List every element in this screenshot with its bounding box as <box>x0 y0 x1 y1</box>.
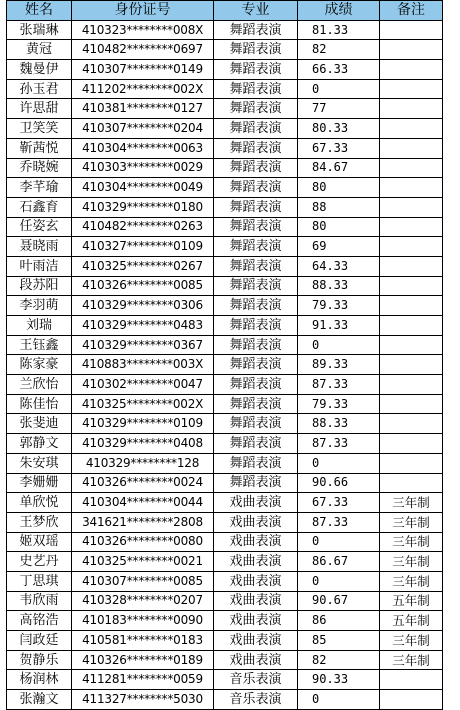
table-row <box>7 296 443 316</box>
table-row <box>7 40 443 60</box>
cell-name[interactable]: 叶雨洁 <box>7 256 72 276</box>
cell-name[interactable]: 卫笑笑 <box>7 119 72 139</box>
cell-name[interactable]: 郭静文 <box>7 434 72 454</box>
cell-major[interactable]: 戏曲表演 <box>214 571 298 591</box>
cell-name[interactable]: 刘瑞 <box>7 316 72 336</box>
cell-name[interactable]: 李羽萌 <box>7 296 72 316</box>
cell-id-number[interactable]: 410325********0267 <box>72 256 214 276</box>
cell-name[interactable]: 王梦欣 <box>7 512 72 532</box>
cell-note[interactable] <box>380 79 443 99</box>
cell-name[interactable]: 单欣悦 <box>7 493 72 513</box>
table-row <box>7 434 443 454</box>
cell-id-number[interactable]: 410326********0085 <box>72 276 214 296</box>
cell-id-number[interactable]: 410326********0024 <box>72 473 214 493</box>
table-row <box>7 670 443 690</box>
cell-name[interactable]: 兰欣怡 <box>7 375 72 395</box>
cell-id-number[interactable]: 410482********0697 <box>72 40 214 60</box>
table-row <box>7 138 443 158</box>
cell-major[interactable]: 舞蹈表演 <box>214 79 298 99</box>
cell-score[interactable]: 87.33 <box>298 375 380 395</box>
cell-major[interactable]: 舞蹈表演 <box>214 355 298 375</box>
table-row <box>7 197 443 217</box>
cell-name[interactable]: 韦欣雨 <box>7 591 72 611</box>
cell-major[interactable]: 戏曲表演 <box>214 532 298 552</box>
cell-major[interactable]: 戏曲表演 <box>214 512 298 532</box>
cell-score[interactable]: 79.33 <box>298 394 380 414</box>
table-row <box>7 158 443 178</box>
cell-id-number[interactable]: 410302********0047 <box>72 375 214 395</box>
cell-name[interactable]: 聂晓雨 <box>7 237 72 257</box>
cell-id-number[interactable]: 410325********0021 <box>72 552 214 572</box>
table-row <box>7 79 443 99</box>
cell-major[interactable]: 舞蹈表演 <box>214 217 298 237</box>
cell-major[interactable]: 舞蹈表演 <box>214 197 298 217</box>
cell-note[interactable]: 三年制 <box>380 493 443 513</box>
table-row <box>7 414 443 434</box>
cell-major[interactable]: 舞蹈表演 <box>214 20 298 40</box>
cell-major[interactable]: 舞蹈表演 <box>214 138 298 158</box>
cell-name[interactable]: 石鑫育 <box>7 197 72 217</box>
cell-name[interactable]: 段苏阳 <box>7 276 72 296</box>
cell-id-number[interactable]: 410329********0180 <box>72 197 214 217</box>
table-row <box>7 493 443 513</box>
cell-id-number[interactable]: 410883********003X <box>72 355 214 375</box>
cell-note[interactable] <box>380 690 443 710</box>
cell-score[interactable]: 67.33 <box>298 138 380 158</box>
cell-id-number[interactable]: 410329********0109 <box>72 414 214 434</box>
table-row <box>7 99 443 119</box>
cell-major[interactable]: 舞蹈表演 <box>214 178 298 198</box>
table-row <box>7 256 443 276</box>
cell-note[interactable] <box>380 40 443 60</box>
cell-note[interactable] <box>380 217 443 237</box>
cell-note[interactable]: 三年制 <box>380 512 443 532</box>
table-row <box>7 375 443 395</box>
table-row <box>7 355 443 375</box>
cell-score[interactable]: 0 <box>298 453 380 473</box>
cell-note[interactable] <box>380 335 443 355</box>
cell-major[interactable]: 舞蹈表演 <box>214 453 298 473</box>
cell-major[interactable]: 音乐表演 <box>214 670 298 690</box>
cell-score[interactable]: 82 <box>298 40 380 60</box>
cell-score[interactable]: 64.33 <box>298 256 380 276</box>
cell-name[interactable]: 张瑞琳 <box>7 20 72 40</box>
cell-score[interactable]: 88.33 <box>298 414 380 434</box>
cell-score[interactable]: 67.33 <box>298 493 380 513</box>
cell-major[interactable]: 戏曲表演 <box>214 552 298 572</box>
student-score-table <box>6 0 443 710</box>
cell-score[interactable]: 80.33 <box>298 119 380 139</box>
table-row <box>7 591 443 611</box>
cell-id-number[interactable]: 410307********0204 <box>72 119 214 139</box>
cell-id-number[interactable]: 410307********0149 <box>72 60 214 80</box>
cell-note[interactable] <box>380 178 443 198</box>
header-id-number[interactable]: 身份证号 <box>72 1 214 21</box>
cell-major[interactable]: 戏曲表演 <box>214 493 298 513</box>
cell-score[interactable]: 0 <box>298 532 380 552</box>
table-row <box>7 60 443 80</box>
table-row <box>7 335 443 355</box>
header-major[interactable]: 专业 <box>214 1 298 21</box>
cell-id-number[interactable]: 410323********008X <box>72 20 214 40</box>
cell-note[interactable] <box>380 197 443 217</box>
cell-score[interactable]: 88.33 <box>298 276 380 296</box>
cell-note[interactable] <box>380 375 443 395</box>
cell-note[interactable] <box>380 276 443 296</box>
cell-id-number[interactable]: 410482********0263 <box>72 217 214 237</box>
cell-id-number[interactable]: 341621********2808 <box>72 512 214 532</box>
cell-major[interactable]: 音乐表演 <box>214 690 298 710</box>
cell-score[interactable]: 82 <box>298 650 380 670</box>
cell-name[interactable]: 乔晓婉 <box>7 158 72 178</box>
table-row <box>7 552 443 572</box>
cell-note[interactable] <box>380 394 443 414</box>
cell-major[interactable]: 舞蹈表演 <box>214 237 298 257</box>
cell-note[interactable] <box>380 99 443 119</box>
table-row <box>7 276 443 296</box>
cell-name[interactable]: 靳茜悦 <box>7 138 72 158</box>
cell-score[interactable]: 90.33 <box>298 670 380 690</box>
table-row <box>7 178 443 198</box>
cell-note[interactable] <box>380 414 443 434</box>
table-row <box>7 316 443 336</box>
cell-id-number[interactable]: 410325********002X <box>72 394 214 414</box>
cell-name[interactable]: 闫政廷 <box>7 631 72 651</box>
cell-id-number[interactable]: 410327********0109 <box>72 237 214 257</box>
cell-score[interactable]: 0 <box>298 571 380 591</box>
cell-note[interactable]: 五年制 <box>380 611 443 631</box>
cell-note[interactable] <box>380 256 443 276</box>
cell-id-number[interactable]: 411281********0059 <box>72 670 214 690</box>
header-note[interactable]: 备注 <box>380 1 443 21</box>
cell-note[interactable] <box>380 119 443 139</box>
cell-name[interactable]: 李芊瑜 <box>7 178 72 198</box>
cell-note[interactable] <box>380 158 443 178</box>
cell-major[interactable]: 舞蹈表演 <box>214 256 298 276</box>
cell-id-number[interactable]: 410304********0063 <box>72 138 214 158</box>
table-row <box>7 571 443 591</box>
cell-note[interactable]: 三年制 <box>380 552 443 572</box>
cell-major[interactable]: 舞蹈表演 <box>214 434 298 454</box>
cell-score[interactable]: 90.67 <box>298 591 380 611</box>
cell-major[interactable]: 舞蹈表演 <box>214 99 298 119</box>
cell-major[interactable]: 舞蹈表演 <box>214 40 298 60</box>
cell-major[interactable]: 舞蹈表演 <box>214 335 298 355</box>
cell-name[interactable]: 张瀚文 <box>7 690 72 710</box>
cell-major[interactable]: 舞蹈表演 <box>214 414 298 434</box>
cell-note[interactable] <box>380 316 443 336</box>
cell-note[interactable]: 三年制 <box>380 650 443 670</box>
cell-note[interactable] <box>380 296 443 316</box>
cell-id-number[interactable]: 410304********0044 <box>72 493 214 513</box>
cell-note[interactable] <box>380 237 443 257</box>
cell-name[interactable]: 姬双瑶 <box>7 532 72 552</box>
cell-name[interactable]: 陈家豪 <box>7 355 72 375</box>
cell-score[interactable]: 66.33 <box>298 60 380 80</box>
cell-note[interactable]: 五年制 <box>380 591 443 611</box>
table-row <box>7 690 443 710</box>
table-row <box>7 453 443 473</box>
cell-score[interactable]: 77 <box>298 99 380 119</box>
cell-score[interactable]: 88 <box>298 197 380 217</box>
cell-id-number[interactable]: 410326********0189 <box>72 650 214 670</box>
cell-note[interactable]: 三年制 <box>380 532 443 552</box>
cell-id-number[interactable]: 410581********0183 <box>72 631 214 651</box>
cell-score[interactable]: 84.67 <box>298 158 380 178</box>
cell-name[interactable]: 孙玉君 <box>7 79 72 99</box>
cell-name[interactable]: 朱安琪 <box>7 453 72 473</box>
cell-id-number[interactable]: 410304********0049 <box>72 178 214 198</box>
cell-major[interactable]: 舞蹈表演 <box>214 375 298 395</box>
cell-major[interactable]: 戏曲表演 <box>214 650 298 670</box>
cell-id-number[interactable]: 410328********0207 <box>72 591 214 611</box>
table-row <box>7 532 443 552</box>
table-row <box>7 650 443 670</box>
table-row <box>7 20 443 40</box>
cell-score[interactable]: 91.33 <box>298 316 380 336</box>
cell-name[interactable]: 黄冠 <box>7 40 72 60</box>
cell-score[interactable]: 86.67 <box>298 552 380 572</box>
cell-score[interactable]: 90.66 <box>298 473 380 493</box>
cell-score[interactable]: 85 <box>298 631 380 651</box>
cell-major[interactable]: 戏曲表演 <box>214 631 298 651</box>
cell-name[interactable]: 张斐迪 <box>7 414 72 434</box>
cell-major[interactable]: 戏曲表演 <box>214 591 298 611</box>
cell-note[interactable] <box>380 670 443 690</box>
table-row <box>7 119 443 139</box>
cell-id-number[interactable]: 410303********0029 <box>72 158 214 178</box>
cell-id-number[interactable]: 410326********0080 <box>72 532 214 552</box>
cell-major[interactable]: 戏曲表演 <box>214 611 298 631</box>
cell-major[interactable]: 舞蹈表演 <box>214 276 298 296</box>
cell-name[interactable]: 李姗姗 <box>7 473 72 493</box>
cell-name[interactable]: 高铭浩 <box>7 611 72 631</box>
cell-score[interactable]: 89.33 <box>298 355 380 375</box>
cell-note[interactable] <box>380 355 443 375</box>
table-row <box>7 473 443 493</box>
cell-name[interactable]: 陈佳怡 <box>7 394 72 414</box>
header-name[interactable]: 姓名 <box>7 1 72 21</box>
cell-id-number[interactable]: 410329********0483 <box>72 316 214 336</box>
table-row <box>7 611 443 631</box>
cell-score[interactable]: 69 <box>298 237 380 257</box>
cell-note[interactable]: 三年制 <box>380 571 443 591</box>
cell-major[interactable]: 舞蹈表演 <box>214 60 298 80</box>
cell-major[interactable]: 舞蹈表演 <box>214 296 298 316</box>
cell-score[interactable]: 80 <box>298 217 380 237</box>
cell-note[interactable]: 三年制 <box>380 631 443 651</box>
cell-score[interactable]: 0 <box>298 690 380 710</box>
table-row <box>7 631 443 651</box>
cell-id-number[interactable]: 410329********128 <box>72 453 214 473</box>
cell-id-number[interactable]: 410381********0127 <box>72 99 214 119</box>
cell-note[interactable] <box>380 138 443 158</box>
cell-name[interactable]: 丁思琪 <box>7 571 72 591</box>
cell-id-number[interactable]: 410329********0306 <box>72 296 214 316</box>
table-row <box>7 512 443 532</box>
cell-major[interactable]: 舞蹈表演 <box>214 316 298 336</box>
cell-name[interactable]: 史艺丹 <box>7 552 72 572</box>
cell-note[interactable] <box>380 60 443 80</box>
cell-name[interactable]: 杨润林 <box>7 670 72 690</box>
cell-id-number[interactable]: 410183********0090 <box>72 611 214 631</box>
cell-name[interactable]: 魏曼伊 <box>7 60 72 80</box>
cell-score[interactable]: 0 <box>298 335 380 355</box>
cell-score[interactable]: 87.33 <box>298 512 380 532</box>
cell-id-number[interactable]: 411202********002X <box>72 79 214 99</box>
cell-major[interactable]: 舞蹈表演 <box>214 394 298 414</box>
cell-note[interactable] <box>380 20 443 40</box>
cell-name[interactable]: 王钰鑫 <box>7 335 72 355</box>
cell-major[interactable]: 舞蹈表演 <box>214 119 298 139</box>
cell-note[interactable] <box>380 453 443 473</box>
table-row <box>7 237 443 257</box>
cell-id-number[interactable]: 410329********0408 <box>72 434 214 454</box>
header-row <box>7 1 443 21</box>
cell-score[interactable]: 86 <box>298 611 380 631</box>
cell-score[interactable]: 0 <box>298 79 380 99</box>
cell-id-number[interactable]: 410329********0367 <box>72 335 214 355</box>
cell-note[interactable] <box>380 473 443 493</box>
cell-major[interactable]: 舞蹈表演 <box>214 158 298 178</box>
cell-id-number[interactable]: 410307********0085 <box>72 571 214 591</box>
cell-score[interactable]: 80 <box>298 178 380 198</box>
table-row <box>7 394 443 414</box>
table-row <box>7 217 443 237</box>
cell-id-number[interactable]: 411327********5030 <box>72 690 214 710</box>
cell-score[interactable]: 81.33 <box>298 20 380 40</box>
cell-name[interactable]: 贺静乐 <box>7 650 72 670</box>
cell-major[interactable]: 舞蹈表演 <box>214 473 298 493</box>
cell-score[interactable]: 79.33 <box>298 296 380 316</box>
header-score[interactable]: 成绩 <box>298 1 380 21</box>
cell-note[interactable] <box>380 434 443 454</box>
cell-name[interactable]: 许思甜 <box>7 99 72 119</box>
cell-name[interactable]: 任姿玄 <box>7 217 72 237</box>
cell-score[interactable]: 87.33 <box>298 434 380 454</box>
